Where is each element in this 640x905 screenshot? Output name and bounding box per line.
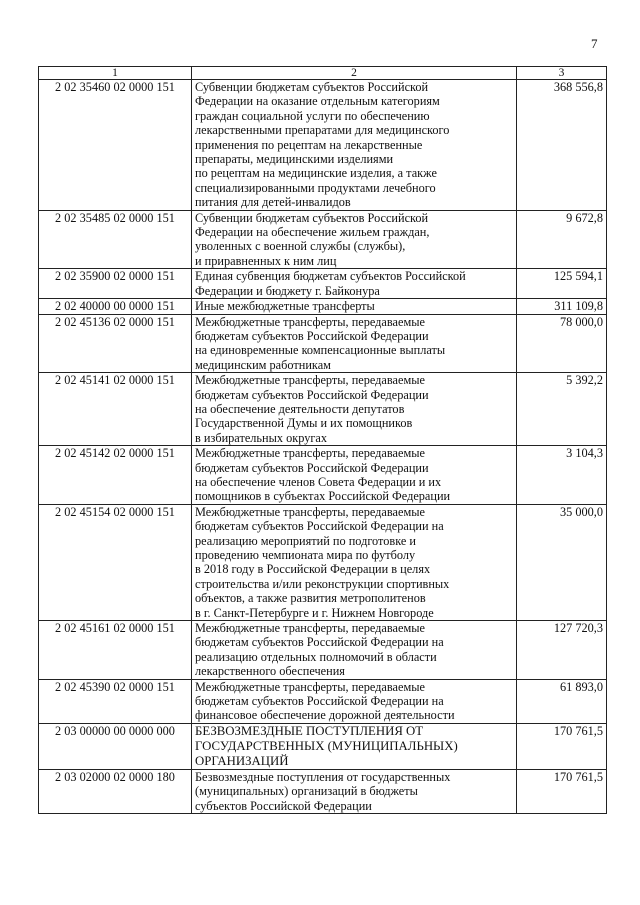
- column-header-description: 2: [192, 67, 517, 80]
- description-line: Межбюджетные трансферты, передаваемые: [195, 679, 425, 694]
- description-line: бюджетам субъектов Российской Федерации: [195, 328, 429, 343]
- row-code: 2 02 35460 02 0000 151: [39, 80, 192, 211]
- table-row: [39, 80, 607, 211]
- description-line: применения по рецептам на лекарственные: [195, 137, 423, 152]
- description-line: лекарственными препаратами для медицинского: [195, 123, 450, 138]
- description-line: Федерации на обеспечение жильем граждан,: [195, 225, 430, 240]
- row-description: [192, 210, 517, 269]
- row-amount: 127 720,3: [517, 621, 607, 680]
- description-line: Межбюджетные трансферты, передаваемые: [195, 446, 425, 461]
- description-line: в избирательных округах: [195, 430, 327, 445]
- description-line: строительства и/или реконструкции спортивных: [195, 576, 450, 591]
- description-line: бюджетам субъектов Российской Федерации на: [195, 519, 444, 534]
- row-description: [192, 504, 517, 620]
- row-amount: 9 672,8: [517, 210, 607, 269]
- description-line: граждан социальной услуги по обеспечению: [195, 108, 430, 123]
- column-header-amount: 3: [517, 67, 607, 80]
- description-line: на обеспечение деятельности депутатов: [195, 401, 405, 416]
- description-line: БЕЗВОЗМЕЗДНЫЕ ПОСТУПЛЕНИЯ ОТ: [195, 723, 424, 738]
- description-line: Федерации и бюджету г. Байконура: [195, 283, 380, 298]
- row-amount: 78 000,0: [517, 314, 607, 373]
- description-line: бюджетам субъектов Российской Федерации: [195, 460, 429, 475]
- row-code: 2 02 45154 02 0000 151: [39, 504, 192, 620]
- page-number: 7: [591, 36, 598, 51]
- description-line: Безвозмездные поступления от государственных: [195, 769, 451, 784]
- table-row: [39, 269, 607, 299]
- description-line: специализированными продуктами лечебного: [195, 180, 436, 195]
- row-code: 2 02 35900 02 0000 151: [39, 269, 192, 299]
- row-code: 2 02 45390 02 0000 151: [39, 679, 192, 723]
- description-line: Единая субвенция бюджетам субъектов Российской: [195, 269, 466, 284]
- description-line: и приравненных к ним лиц: [195, 253, 337, 268]
- table-row: [39, 314, 607, 373]
- row-description: [192, 446, 517, 505]
- row-amount: 125 594,1: [517, 269, 607, 299]
- row-code: 2 02 45142 02 0000 151: [39, 446, 192, 505]
- table-body: [39, 80, 607, 814]
- row-description: [192, 299, 517, 314]
- description-line: Федерации на оказание отдельным категориям: [195, 94, 440, 109]
- column-header-code: 1: [39, 67, 192, 80]
- row-code: 2 02 45161 02 0000 151: [39, 621, 192, 680]
- table-row: [39, 504, 607, 620]
- table-row: [39, 373, 607, 446]
- table-row: [39, 210, 607, 269]
- description-line: реализацию отдельных полномочий в области: [195, 649, 437, 664]
- description-line: Межбюджетные трансферты, передаваемые: [195, 621, 425, 636]
- row-code: 2 02 45141 02 0000 151: [39, 373, 192, 446]
- description-line: бюджетам субъектов Российской Федерации: [195, 387, 429, 402]
- row-code: 2 02 35485 02 0000 151: [39, 210, 192, 269]
- row-amount: 368 556,8: [517, 80, 607, 211]
- row-code: 2 02 40000 00 0000 151: [39, 299, 192, 314]
- row-description: [192, 621, 517, 680]
- row-amount: 35 000,0: [517, 504, 607, 620]
- description-line: по рецептам на медицинские изделия, а также: [195, 166, 437, 181]
- budget-table: [38, 66, 607, 814]
- row-description: [192, 373, 517, 446]
- description-line: финансовое обеспечение дорожной деятельности: [195, 708, 455, 723]
- row-description: [192, 723, 517, 769]
- description-line: помощников в субъектах Российской Федерации: [195, 489, 451, 504]
- description-line: препараты, медицинскими изделиями: [195, 152, 394, 167]
- row-description: [192, 679, 517, 723]
- description-line: субъектов Российской Федерации: [195, 798, 372, 813]
- row-description: [192, 80, 517, 211]
- description-line: медицинским работникам: [195, 357, 331, 372]
- description-line: (муниципальных) организаций в бюджеты: [195, 784, 418, 799]
- description-line: ГОСУДАРСТВЕННЫХ (МУНИЦИПАЛЬНЫХ): [195, 738, 458, 753]
- description-line: питания для детей-инвалидов: [195, 195, 351, 210]
- table-row: [39, 621, 607, 680]
- row-amount: 311 109,8: [517, 299, 607, 314]
- description-line: на обеспечение членов Совета Федерации и их: [195, 474, 442, 489]
- row-amount: 5 392,2: [517, 373, 607, 446]
- description-line: Государственной Думы и их помощников: [195, 416, 413, 431]
- row-description: [192, 314, 517, 373]
- description-line: бюджетам субъектов Российской Федерации на: [195, 635, 444, 650]
- description-line: Межбюджетные трансферты, передаваемые: [195, 504, 425, 519]
- table-header: [39, 67, 607, 80]
- row-description: [192, 269, 517, 299]
- description-line: в г. Санкт-Петербурге и г. Нижнем Новгороде: [195, 605, 434, 620]
- row-code: 2 02 45136 02 0000 151: [39, 314, 192, 373]
- description-line: Субвенции бюджетам субъектов Российской: [195, 80, 429, 94]
- row-code: 2 03 00000 00 0000 000: [39, 723, 192, 769]
- row-amount: 61 893,0: [517, 679, 607, 723]
- description-line: Субвенции бюджетам субъектов Российской: [195, 210, 429, 225]
- description-line: в 2018 году в Российской Федерации в целях: [195, 562, 431, 577]
- row-description: [192, 769, 517, 813]
- table-row: [39, 769, 607, 813]
- description-line: бюджетам субъектов Российской Федерации на: [195, 694, 444, 709]
- description-line: Иные межбюджетные трансферты: [195, 299, 375, 314]
- description-line: на единовременные компенсационные выплаты: [195, 343, 446, 358]
- row-code: 2 03 02000 02 0000 180: [39, 769, 192, 813]
- description-line: Межбюджетные трансферты, передаваемые: [195, 314, 425, 329]
- row-amount: 170 761,5: [517, 723, 607, 769]
- header-row: [39, 67, 607, 80]
- description-line: ОРГАНИЗАЦИЙ: [195, 753, 289, 768]
- row-amount: 3 104,3: [517, 446, 607, 505]
- description-line: проведению чемпионата мира по футболу: [195, 548, 416, 562]
- table-row: [39, 723, 607, 769]
- table-row: [39, 679, 607, 723]
- table-row: [39, 446, 607, 505]
- row-amount: 170 761,5: [517, 769, 607, 813]
- description-line: объектов, а также развития метрополитенов: [195, 591, 426, 606]
- description-line: лекарственного обеспечения: [195, 664, 345, 679]
- table-row: [39, 299, 607, 314]
- description-line: Межбюджетные трансферты, передаваемые: [195, 373, 425, 388]
- description-line: реализацию мероприятий по подготовке и: [195, 533, 416, 548]
- description-line: уволенных с военной службы (службы),: [195, 239, 406, 254]
